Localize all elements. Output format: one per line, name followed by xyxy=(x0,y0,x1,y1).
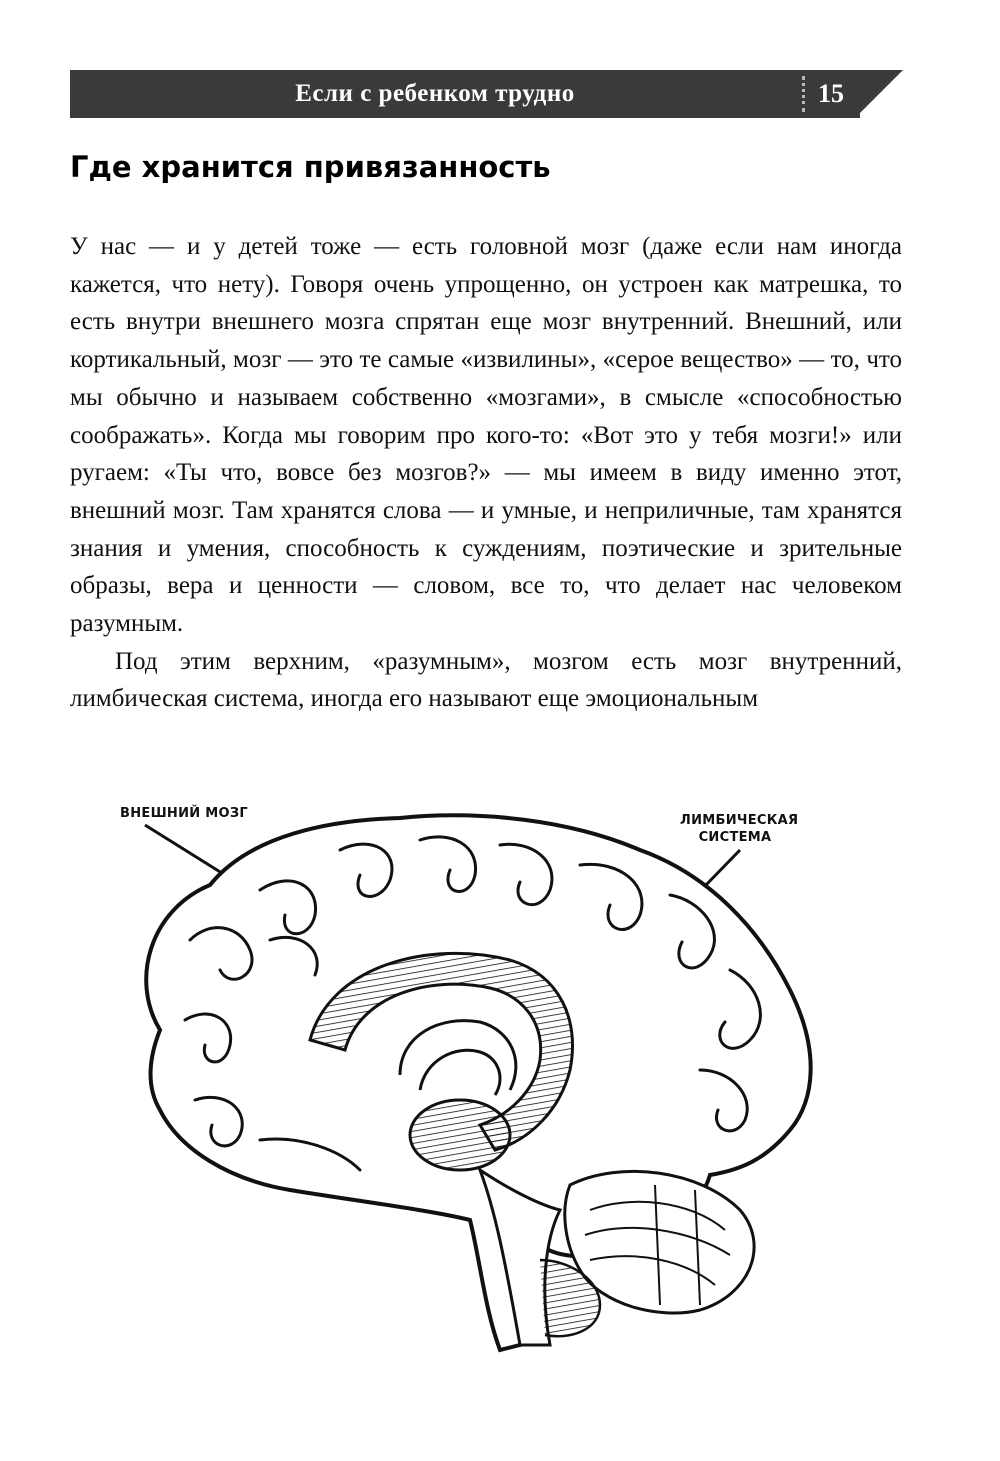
label-outer-brain: ВНЕШНИЙ МОЗГ xyxy=(120,806,249,821)
brain-illustration xyxy=(100,790,840,1390)
leader-outer-brain xyxy=(145,825,225,875)
paragraph: У нас — и у детей тоже — есть головной мозг (даже если нам иногда кажется, что нету). Говоря очень упрощенно, он устроен как матрешка, то есть внутри внешнего мозга спрятан еще мозг внутренний. Внешний, или кортикальный, мозг — это те самые «извилины», «серое вещество» — то, что мы обычно и называем собственно «мозгами», в смысле «способностью соображать». Когда мы говорим про кого-то: «Вот это у тебя мозги!» или ругаем: «Ты что, вовсе без мозгов?» — мы имеем в виду именно этот, внешний мозг. Там хранятся слова — и умные, и неприличные, там хранятся знания и умения, способность к суждениям, поэтические и зрительные образы, вера и ценности — словом, все то, что делает нас человеком разумным. xyxy=(70,233,902,638)
body-text xyxy=(70,228,902,718)
running-title: Если с ребенком трудно xyxy=(295,80,575,107)
label-limbic-line1: ЛИМБИЧЕСКАЯ xyxy=(680,813,799,828)
section-title: Где хранится привязанность xyxy=(70,150,551,184)
page-number: 15 xyxy=(818,79,844,108)
label-limbic-line2: СИСТЕМА xyxy=(698,830,772,845)
thalamus xyxy=(410,1100,510,1170)
paragraph: Под этим верхним, «разумным», мозгом есть мозг внутренний, лимбическая система, иногда его называют еще эмоциональным xyxy=(70,647,902,713)
header-separator xyxy=(802,76,805,112)
